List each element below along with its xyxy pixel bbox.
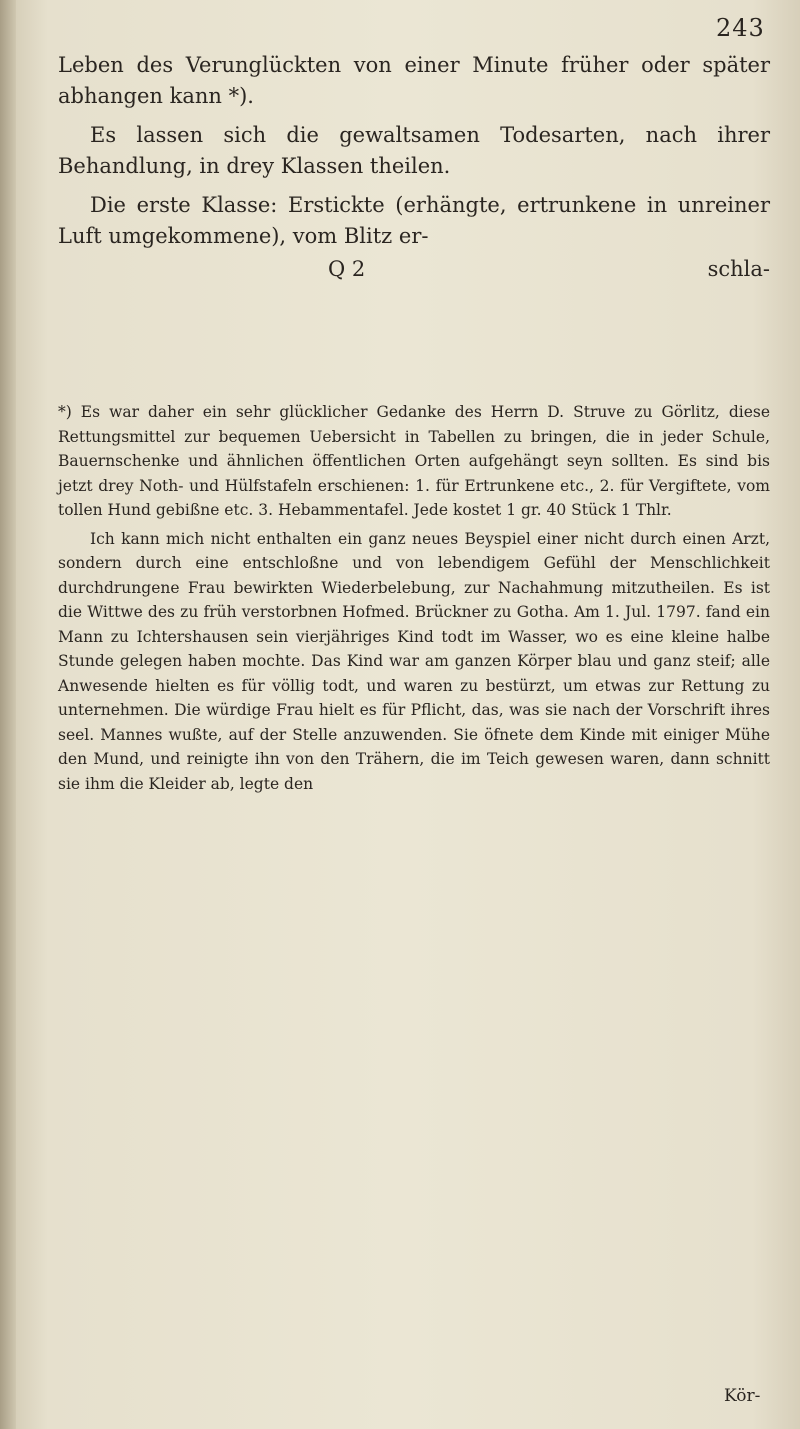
signature-mark: Q 2 [328, 257, 366, 281]
paragraph-2: Es lassen sich die gewaltsamen Todesarten, nach ihrer Behandlung, in drey Klassen theilen. [58, 123, 770, 178]
catchword: Kör- [724, 1386, 761, 1406]
footnote-2: Ich kann mich nicht enthalten ein ganz neues Beyspiel einer nicht durch einen Arzt, sondern durch eine entschloßne und von lebendigem Gefühl der Menschlichkeit durchdrungene Frau bewirkten Wiederbelebung, zur Nachahmung mitzutheilen. Es ist die Wittwe des zu früh verstorbnen Hofmed. Brückner zu Gotha. Am 1. Jul. 1797. fand ein Mann zu Ichtershausen sein vierjähriges Kind todt im Wasser, wo es eine kleine halbe Stunde gelegen haben mochte. Das Kind war am ganzen Körper blau und ganz steif; alle Anwesende hielten es für völlig todt, und waren zu bestürzt, um etwas zur Rettung zu unternehmen. Die würdige Frau hielt es für Pflicht, das, was sie nach der Vorschrift ihres seel. Mannes wußte, auf der Stelle anzuwenden. Sie öfnete dem Kinde mit einiger Mühe den Mund, und reinigte ihn von den Trähern, die im Teich gewesen waren, dann schnitt sie ihm die Kleider ab, legte den [58, 529, 770, 793]
paragraph-3: Die erste Klasse: Erstickte (erhängte, ertrunkene in unreiner Luft umgekommene), vom Blitz er- [58, 193, 770, 248]
page-gutter [0, 0, 16, 1429]
page-number: 243 [716, 14, 765, 42]
footnote-1: *) Es war daher ein sehr glücklicher Gedanke des Herrn D. Struve zu Görlitz, diese Rettungsmittel zur bequemen Uebersicht in Tabellen zu bringen, die in jeder Schule, Bauernschenke und ähnlichen öffentlichen Orten aufgehängt seyn sollten. Es sind bis jetzt drey Noth- und Hülfstafeln erschienen: 1. für Ertrunkene etc., 2. für Vergiftete, vom tollen Hund gebißne etc. 3. Hebammentafel. Jede kostet 1 gr. 40 Stück 1 Thlr. [58, 403, 770, 519]
signature-line [58, 254, 770, 285]
running-catch: schla- [707, 257, 770, 281]
main-text [58, 50, 770, 285]
footnotes [58, 400, 770, 796]
paragraph-1: Leben des Verunglückten von einer Minute früher oder später abhangen kann *). [58, 53, 770, 108]
